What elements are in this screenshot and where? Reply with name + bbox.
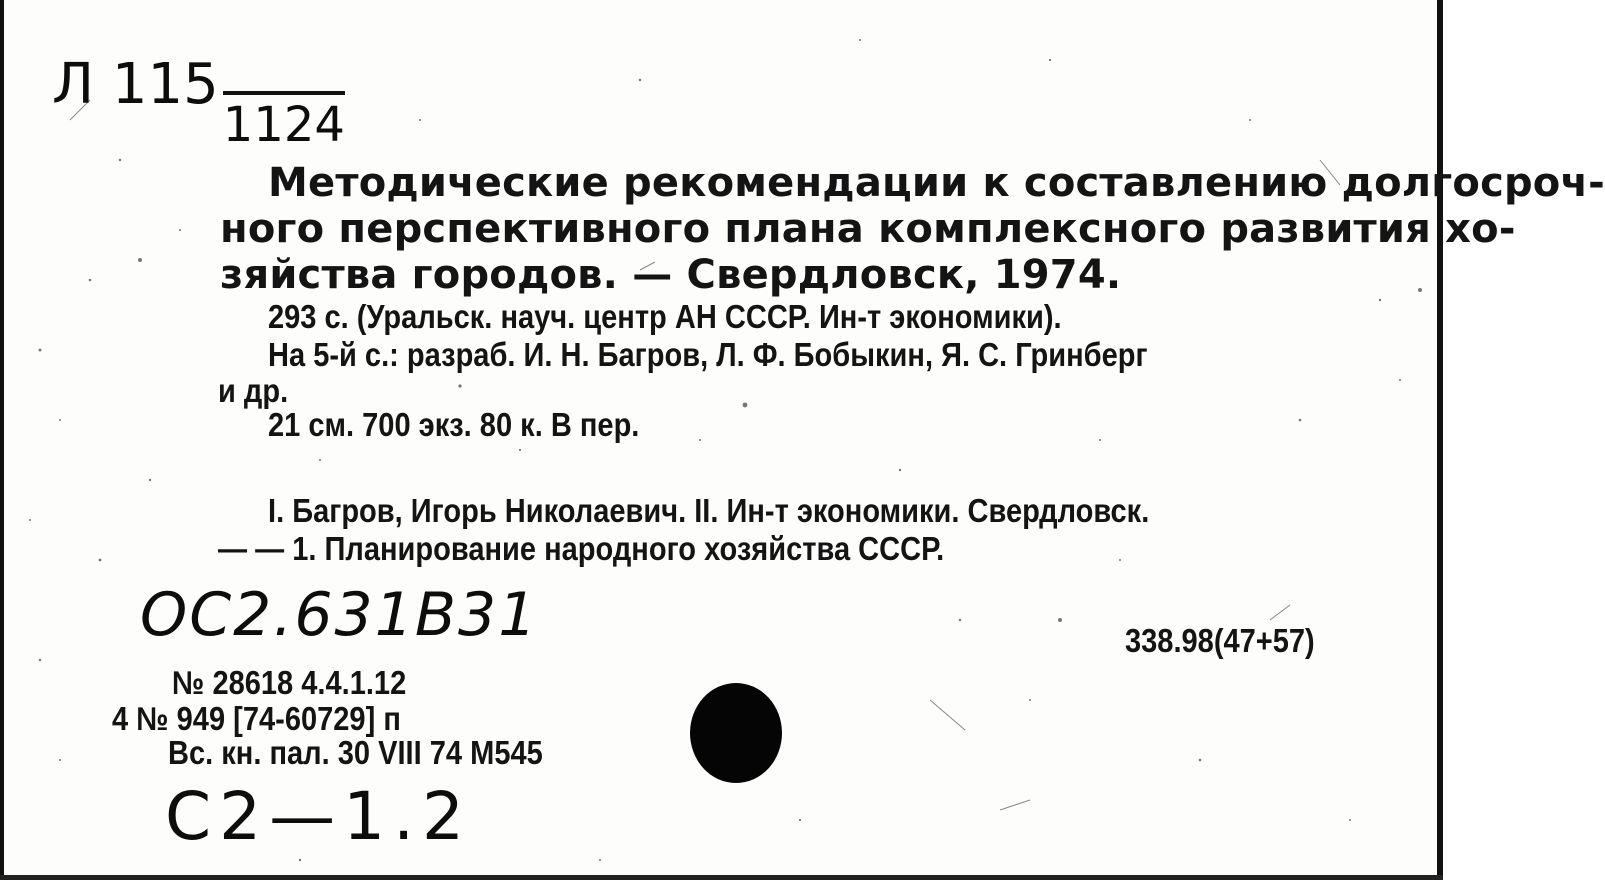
handwritten-footer: С2—1.2 (165, 778, 473, 855)
title-line-3: зяйства городов. — Свердловск, 1974. (220, 252, 1122, 298)
shelfmark (52, 52, 345, 153)
description-line-4: 21 см. 700 экз. 80 к. В пер. (268, 406, 640, 443)
title-line-1: Методические рекомендации к составлению долгосроч- (268, 160, 1605, 206)
subject-line-2: — — 1. Планирование народного хозяйства СССР. (218, 530, 945, 567)
punch-hole (690, 683, 782, 783)
shelfmark-prefix: Л 115 (52, 52, 219, 117)
shelfmark-denominator: 1124 (223, 91, 345, 149)
title-line-2: ного перспективного плана комплексного развития хо- (220, 206, 1516, 252)
card-left-edge (0, 0, 4, 880)
description-line-3: и др. (218, 372, 289, 409)
subject-line-1: I. Багров, Игорь Николаевич. II. Ин-т экономики. Свердловск. (268, 492, 1150, 529)
record-line-3: Вс. кн. пал. 30 VIII 74 М545 (168, 734, 543, 771)
record-line-2: 4 № 949 [74-60729] п (112, 700, 401, 737)
card-right-edge (1437, 0, 1443, 880)
handwritten-code: ОС2.631В31 (140, 580, 539, 650)
description-line-2: На 5-й с.: разраб. И. Н. Багров, Л. Ф. Бобыкин, Я. С. Гринберг (268, 336, 1148, 373)
classification-number: 338.98(47+57) (1125, 622, 1315, 659)
description-line-1: 293 с. (Уральск. науч. центр АН СССР. Ин-т экономики). (268, 298, 1062, 335)
card-bottom-edge (0, 875, 1443, 880)
record-line-1: № 28618 4.4.1.12 (172, 664, 407, 701)
